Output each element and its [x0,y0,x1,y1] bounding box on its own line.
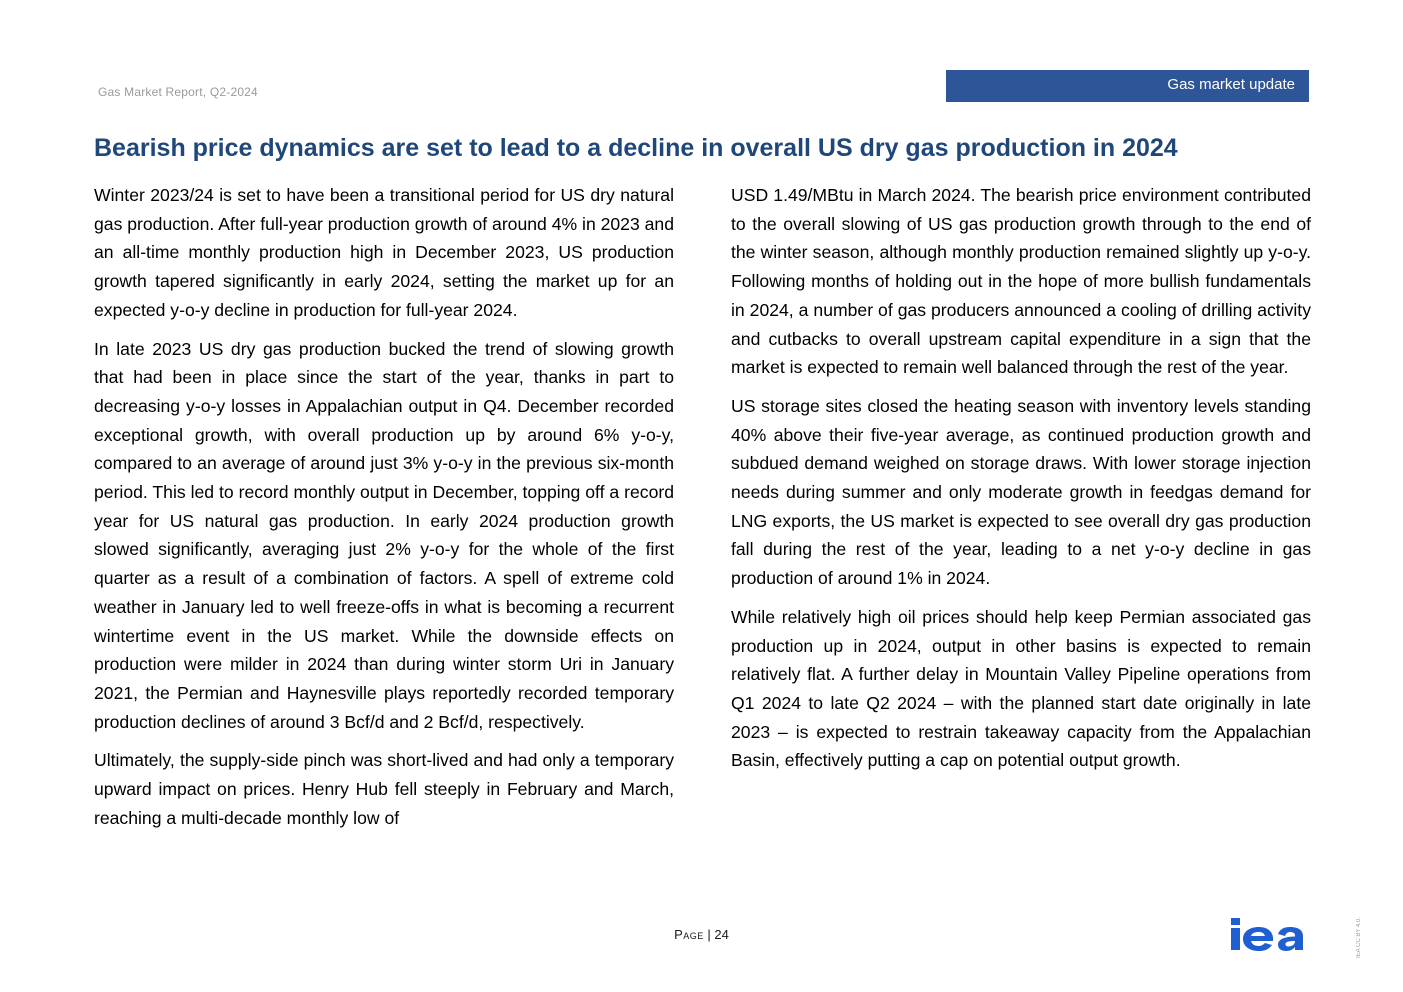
iea-logo-a [1278,927,1303,951]
iea-logo-i-dot [1231,918,1240,925]
iea-logo [1229,912,1309,954]
left-column [94,181,674,842]
body-paragraph: Ultimately, the supply-side pinch was short-lived and had only a temporary upward impact on prices. Henry Hub fell steeply in February and March, reaching a multi-decade monthly low of [94,750,674,828]
iea-logo-text: iea [1229,912,1231,913]
body-paragraph: While relatively high oil prices should help keep Permian associated gas production up in 2024, output in other basins is expected to remain relatively flat. A further delay in Mountain Valley Pipeline operations from Q1 2024 to late Q2 2024 – with the planned start date originally in late 2023 – is expected to restrain takeaway capacity from the Appalachian Basin, effectively putting a cap on potential output growth. [731,606,1311,771]
section-tag: Gas market update [946,70,1309,102]
page-title: Bearish price dynamics are set to lead to a decline in overall US dry gas production in 2024 [94,134,1178,162]
page-number [0,927,1403,942]
report-label: Gas Market Report, Q2-2024 [98,85,258,99]
page-number-value: 24 [714,927,729,942]
license-note: IEA CC BY 4.0. [1356,917,1362,958]
right-column [731,181,1311,785]
iea-logo-i-stem [1231,928,1240,950]
iea-logo-e [1243,927,1273,951]
body-paragraph: USD 1.49/MBtu in March 2024. The bearish price environment contributed to the overall slowing of US gas production growth through to the end of the winter season, although monthly production remained slightly up y-o-y. Following months of holding out in the hope of more bullish fundamentals in 2024, a number of gas producers announced a cooling of drilling activity and cutbacks to overall upstream capital expenditure in a sign that the market is expected to remain well balanced through the rest of the year. [731,185,1311,378]
body-paragraph: In late 2023 US dry gas production bucked the trend of slowing growth that had been in place since the start of the year, thanks in part to decreasing y-o-y losses in Appalachian output in Q4. December recorded exceptional growth, with overall production up by around 6% y-o-y, compared to an average of around just 3% y-o-y in the previous six-month period. This led to record monthly output in December, topping off a record year for US natural gas production. In early 2024 production growth slowed significantly, averaging just 2% y-o-y for the whole of the first quarter as a result of a combination of factors. A spell of extreme cold weather in January led to well freeze-offs in what is becoming a recurrent wintertime event in the US market. While the downside effects on production were milder in 2024 than during winter storm Uri in January 2021, the Permian and Haynesville plays reportedly recorded temporary production declines of around 3 Bcf/d and 2 Bcf/d, respectively. [94,338,674,732]
body-paragraph: Winter 2023/24 is set to have been a transitional period for US dry natural gas production. After full-year production growth of around 4% in 2023 and an all-time monthly production high in December 2023, US production growth tapered significantly in early 2024, setting the market up for an expected y-o-y decline in production for full-year 2024. [94,185,674,320]
body-paragraph: US storage sites closed the heating season with inventory levels standing 40% above their five-year average, as continued production growth and subdued demand weighed on storage draws. With lower storage injection needs during summer and only moderate growth in feedgas demand for LNG exports, the US market is expected to see overall dry gas production fall during the rest of the year, leading to a net y-o-y decline in gas production of around 1% in 2024. [731,395,1311,589]
page-word: Page [674,927,704,942]
page-separator: | [707,927,711,942]
